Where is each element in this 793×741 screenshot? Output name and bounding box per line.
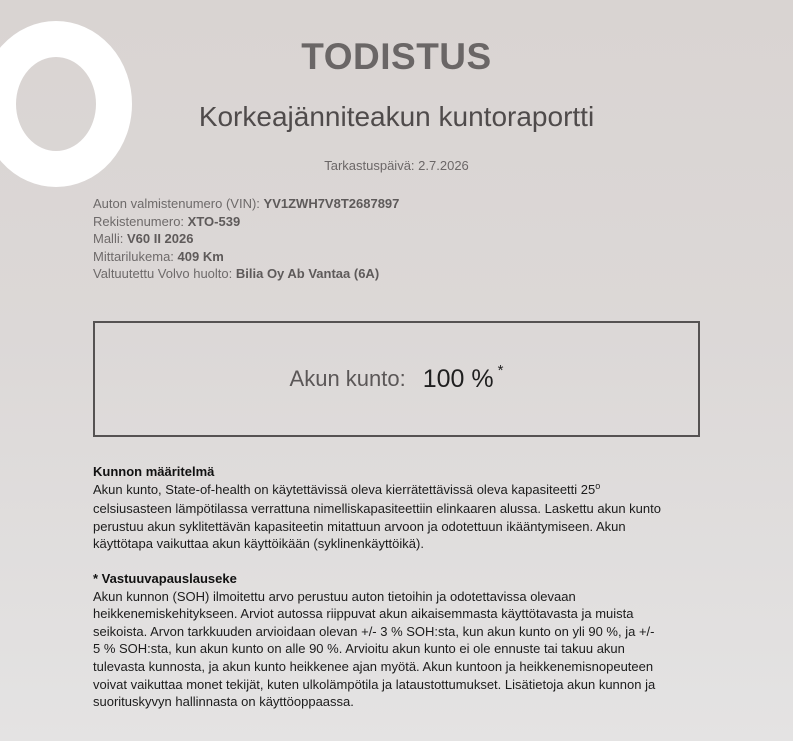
disclaimer-line: tulevasta kunnosta, ja akun kunto heikkenee ajan myötä. Akun kuntoon ja heikkenemisnopeuteen bbox=[93, 658, 654, 674]
page-subtitle: Korkeajänniteakun kuntoraportti bbox=[198, 101, 595, 132]
info-label: Valtuutettu Volvo huolto: bbox=[93, 266, 233, 281]
disclaimer-line: Akun kunnon (SOH) ilmoitettu arvo perustuu auton tietoihin ja odotettavissa olevaan bbox=[93, 588, 576, 604]
definition-section bbox=[93, 463, 733, 553]
disclaimer-line: heikkenemiskehitykseen. Arviot autossa riippuvat akun aikaisemmasta käyttötavasta ja muista bbox=[93, 606, 634, 622]
inspection-date bbox=[0, 158, 793, 173]
disclaimer-line: suorituskyvyn hallinnasta on käyttöoppaassa. bbox=[93, 694, 354, 710]
info-label: Mittarilukema: bbox=[93, 248, 174, 264]
disclaimer-line: voivat vaikuttaa monet tekijät, kuten ulkolämpötila ja lataustottumukset. Lisätietoja akun kunnon ja bbox=[93, 676, 656, 692]
info-value: 409 Km bbox=[177, 248, 224, 264]
battery-health-label: Akun kunto: bbox=[289, 366, 406, 391]
info-row-vin bbox=[93, 195, 399, 213]
info-label: Malli: bbox=[93, 231, 124, 246]
info-row-service bbox=[93, 265, 399, 283]
definition-line: celsiusasteen lämpötilassa verrattuna nimelliskapasiteettiin elinkaaren alussa. Laskettu akun kunto bbox=[93, 501, 661, 517]
vehicle-info bbox=[93, 195, 399, 283]
info-row-model bbox=[93, 230, 399, 248]
definition-line: perustuu akun syklitettävän kapasiteetin mitattuun arvoon ja odotettuun ikääntymiseen. Akun bbox=[93, 518, 626, 534]
disclaimer-line: seikoista. Arvon tarkkuuden arvioidaan olevan +/- 3 % SOH:sta, kun akun kunto on yli 90 %, ja +/- bbox=[93, 623, 655, 639]
definition-heading: Kunnon määritelmä bbox=[93, 464, 215, 479]
degree-superscript: o bbox=[595, 480, 601, 491]
inspection-date-label: Tarkastuspäivä: bbox=[324, 158, 415, 173]
definition-line: käyttötapa vaikuttaa akun käyttöikään (syklinenkäyttöikä). bbox=[93, 536, 424, 552]
battery-health-footnote-mark: * bbox=[497, 361, 504, 379]
battery-health-box bbox=[93, 321, 700, 437]
definition-line-text: Akun kunto, State-of-health on käytettävissä oleva kierrätettävissä oleva kapasiteetti 25 bbox=[93, 481, 596, 497]
info-value: YV1ZWH7V8T2687897 bbox=[263, 196, 400, 211]
info-value: Bilia Oy Ab Vantaa (6A) bbox=[235, 266, 380, 281]
disclaimer-line: 5 % SOH:sta, kun akun kunto on alle 90 %. Arvioitu akun kunto ei ole ennuste tai takuu akun bbox=[93, 641, 625, 657]
inspection-date-value: 2.7.2026 bbox=[418, 158, 469, 173]
info-value: XTO-539 bbox=[187, 213, 241, 229]
info-label: Auton valmistenumero (VIN): bbox=[93, 196, 260, 211]
info-row-registration bbox=[93, 213, 399, 231]
info-value: V60 II 2026 bbox=[126, 231, 194, 246]
page-title: TODISTUS bbox=[301, 36, 492, 77]
disclaimer-section bbox=[93, 570, 733, 711]
definition-line bbox=[93, 481, 733, 501]
battery-health-value: 100 % bbox=[422, 364, 494, 393]
disclaimer-heading: * Vastuuvapauslauseke bbox=[93, 571, 237, 586]
info-label: Rekistenumero: bbox=[93, 213, 185, 229]
info-row-odometer bbox=[93, 248, 399, 266]
